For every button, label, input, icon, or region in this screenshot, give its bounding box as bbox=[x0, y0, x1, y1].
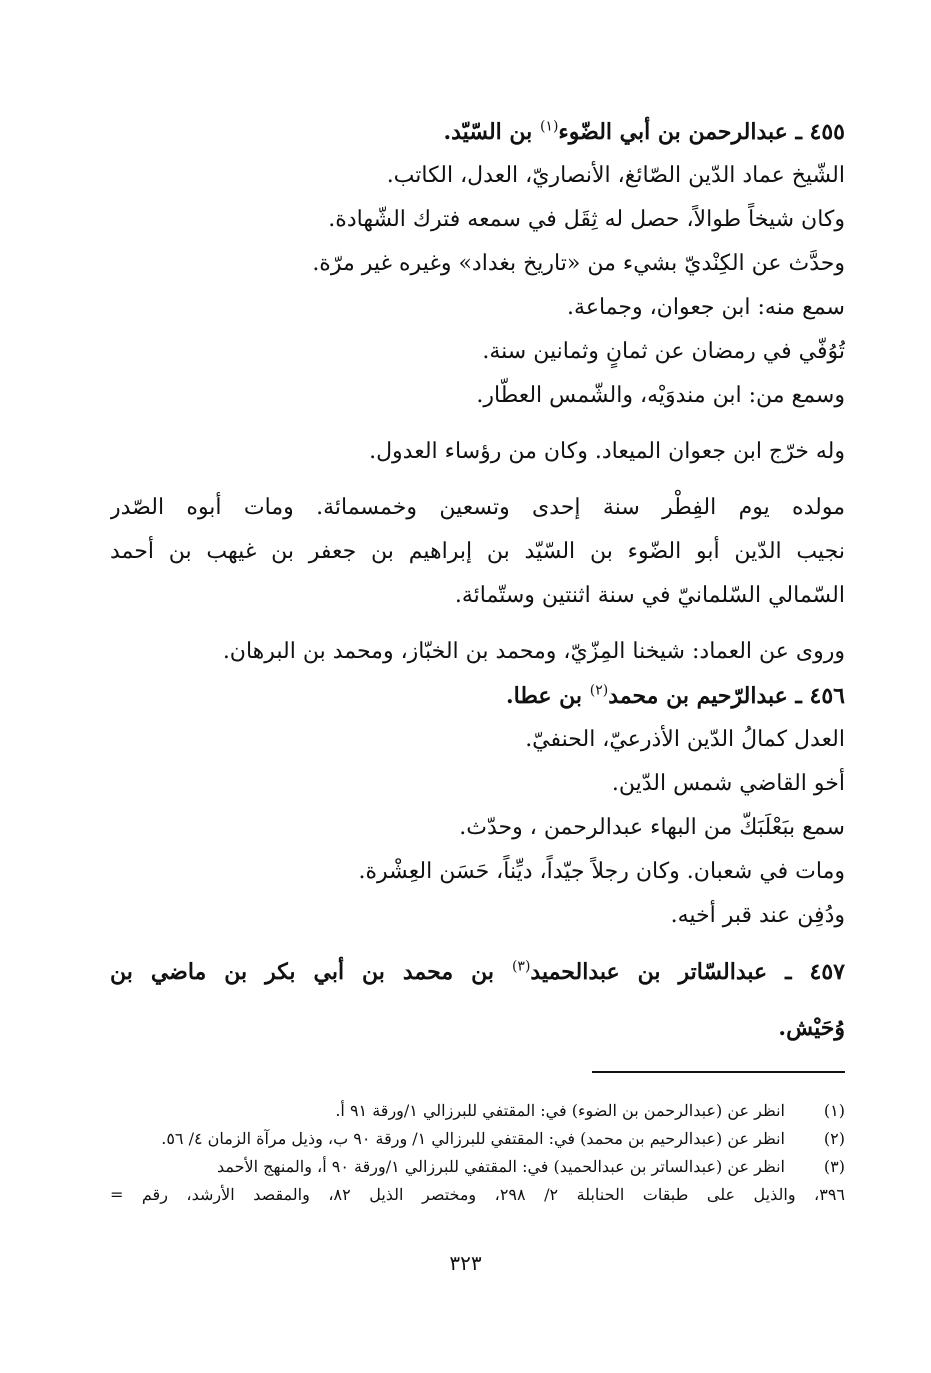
entry-456-line: سمع ببَعْلَبَكّ من البهاء عبدالرحمن ، وحدّث. bbox=[459, 815, 845, 840]
entry-455-line: سمع منه: ابن جعوان، وجماعة. bbox=[567, 295, 845, 320]
footnote-number: (٢) bbox=[823, 1129, 845, 1148]
footnote-3 bbox=[110, 1153, 845, 1181]
entry-455-heading-tail: بن السّيّد. bbox=[443, 119, 540, 145]
entry-456-line: أخو القاضي شمس الدّين. bbox=[611, 771, 845, 796]
entry-456-heading-text: ٤٥٦ ـ عبدالرّحيم بن محمد bbox=[608, 683, 845, 709]
footnote-3-continued: ٣٩٦، والذيل على طبقات الحنابلة ٢/ ٢٩٨، ومختصر الذيل ٨٢، والمقصد الأرشد، رقم = bbox=[110, 1185, 845, 1204]
footnote-2 bbox=[110, 1125, 845, 1153]
entry-455-line: تُوُفّي في رمضان عن ثمانٍ وثمانين سنة. bbox=[482, 339, 845, 364]
entry-455-line: الشّيخ عماد الدّين الصّائغ، الأنصاريّ، العدل، الكاتب. bbox=[386, 163, 845, 188]
footnote-ref-1[interactable]: (١) bbox=[539, 118, 559, 135]
entry-457-heading bbox=[110, 950, 845, 994]
footnote-number: (١) bbox=[823, 1101, 845, 1120]
footnote-ref-2[interactable]: (٢) bbox=[589, 682, 609, 699]
footnote-text: انظر عن (عبدالرحمن بن الضوء) في: المقتفي للبرزالي ١/ورقة ٩١ أ. bbox=[335, 1101, 785, 1120]
entry-456-line: ودُفِن عند قبر أخيه. bbox=[670, 903, 845, 928]
entry-455-line: وكان شيخاً طوالاً، حصل له ثِقَل في سمعه فترك الشّهادة. bbox=[328, 207, 845, 232]
entry-455-heading bbox=[110, 110, 845, 154]
footnotes bbox=[110, 1097, 845, 1209]
entry-457-heading-tail: بن محمد بن أبي بكر بن ماضي بن bbox=[110, 959, 512, 985]
footnote-text: انظر عن (عبدالرحيم بن محمد) في: المقتفي للبرزالي ١/ ورقة ٩٠ ب، وذيل مرآة الزمان ٤/ ٥٦. bbox=[161, 1129, 785, 1148]
footnote-separator bbox=[592, 1071, 845, 1073]
entry-457-heading-continued: وُحَيْش. bbox=[778, 1015, 845, 1041]
page-number: ٣٢٣ bbox=[449, 1251, 482, 1275]
footnote-text: انظر عن (عبدالساتر بن عبدالحميد) في: المقتفي للبرزالي ١/ورقة ٩٠ أ، والمنهج الأحمد bbox=[216, 1157, 785, 1176]
footnote-ref-3[interactable]: (٣) bbox=[511, 958, 531, 975]
entry-456-line: ومات في شعبان. وكان رجلاً جيّداً، ديِّناً، حَسَن العِشْرة. bbox=[358, 859, 845, 884]
entry-455-line: وحدَّث عن الكِنْديّ بشيء من «تاريخ بغداد» وغيره غير مرّة. bbox=[312, 251, 845, 276]
entry-457-heading-text: ٤٥٧ ـ عبدالسّاتر بن عبدالحميد bbox=[530, 959, 845, 985]
main-text bbox=[110, 110, 845, 1050]
entry-455-riwaya-line: وروى عن العماد: شيخنا المِزّيّ، ومحمد بن الخبّاز، ومحمد بن البرهان. bbox=[222, 639, 845, 664]
entry-455-khorraj-line: وله خرّج ابن جعوان الميعاد. وكان من رؤساء العدول. bbox=[369, 439, 845, 464]
entry-455-mawlid-line: مولده يوم الفِطْر سنة إحدى وتسعين وخمسمائة. ومات أبوه الصّدر bbox=[110, 495, 845, 520]
footnote-1 bbox=[110, 1097, 845, 1125]
entry-455-heading-text: ٤٥٥ ـ عبدالرحمن بن أبي الضّوء bbox=[558, 119, 845, 145]
entry-456-heading-tail: بن عطا. bbox=[505, 683, 590, 709]
entry-456-line: العدل كمالُ الدّين الأذرعيّ، الحنفيّ. bbox=[525, 727, 845, 752]
entry-455-line: وسمع من: ابن مندوَيْه، والشّمس العطّار. bbox=[476, 383, 845, 408]
entry-455-mawlid-line: نجيب الدّين أبو الضّوء بن السّيّد بن إبراهيم بن جعفر بن غيهب بن أحمد bbox=[110, 539, 845, 564]
entry-455-mawlid-line: السّمالي السّلمانيّ في سنة اثنتين وستّمائة. bbox=[454, 583, 845, 608]
footnote-number: (٣) bbox=[823, 1157, 845, 1176]
entry-456-heading bbox=[110, 674, 845, 718]
